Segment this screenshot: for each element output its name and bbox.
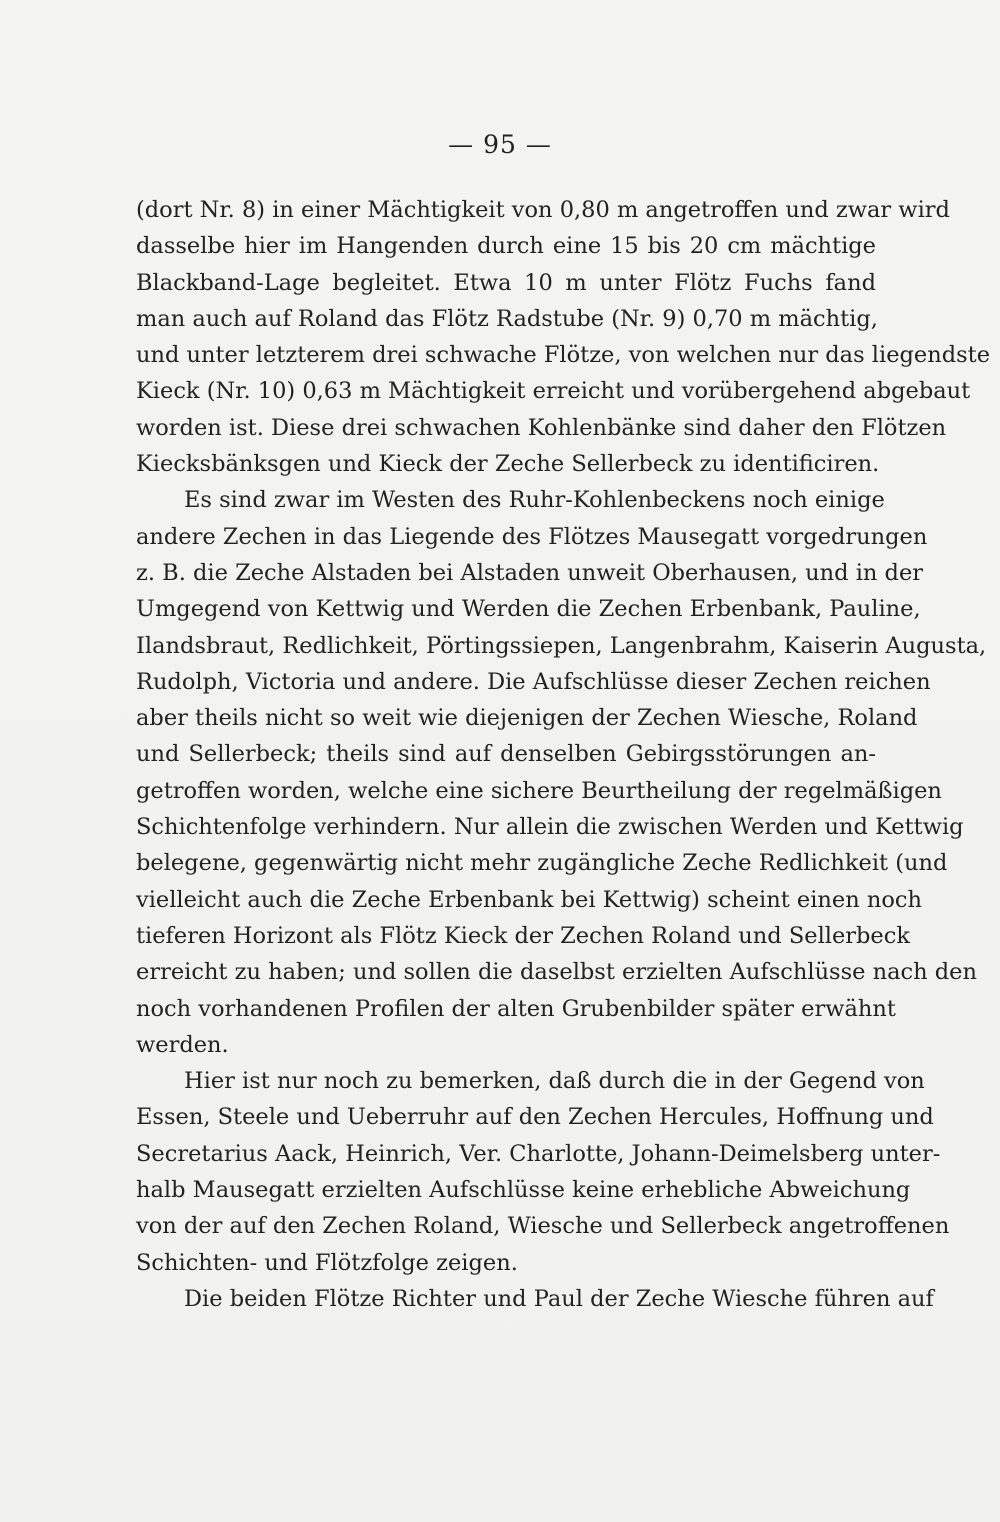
text-line: andere Zechen in das Liegende des Flötzes Mausegatt vorgedrungen (136, 523, 928, 550)
text-line: belegene, gegenwärtig nicht mehr zugängliche Zeche Redlichkeit (und (136, 850, 948, 877)
text-line: halb Mausegatt erzielten Aufschlüsse keine erhebliche Abweichung (136, 1177, 911, 1204)
text-line: (dort Nr. 8) in einer Mächtigkeit von 0,80 m angetroffen und zwar wird (136, 197, 950, 223)
text-line: getroffen worden, welche eine sichere Beurtheilung der regelmäßigen (136, 777, 942, 804)
text-line: Es sind zwar im Westen des Ruhr-Kohlenbeckens noch einige (184, 487, 885, 514)
text-line: Kieck (Nr. 10) 0,63 m Mächtigkeit erreicht und vorübergehend abgebaut (136, 378, 971, 405)
text-line: vielleicht auch die Zeche Erbenbank bei Kettwig) scheint einen noch (136, 886, 923, 913)
page-number: — 95 — (448, 130, 552, 159)
text-line: Hier ist nur noch zu bemerken, daß durch die in der Gegend von (184, 1068, 925, 1095)
body-text (136, 192, 991, 1317)
text-line: Rudolph, Victoria und andere. Die Aufschlüsse dieser Zechen reichen (136, 668, 931, 695)
paragraph (136, 1063, 950, 1281)
text-line: Ilandsbraut, Redlichkeit, Pörtingssiepen, Langenbrahm, Kaiserin Augusta, (136, 632, 987, 659)
paragraph (136, 1281, 934, 1317)
text-line: Kiecksbänksgen und Kieck der Zeche Sellerbeck zu identificiren. (136, 451, 880, 478)
text-line: Blackband-Lage begleitet. Etwa 10 m unter Flötz Fuchs fand (136, 269, 876, 296)
text-line: und Sellerbeck; theils sind auf denselben Gebirgsstörungen an- (136, 741, 876, 768)
text-line: Die beiden Flötze Richter und Paul der Zeche Wiesche führen auf (184, 1285, 934, 1312)
text-line: z. B. die Zeche Alstaden bei Alstaden unweit Oberhausen, und in der (136, 559, 924, 586)
text-line: dasselbe hier im Hangenden durch eine 15 bis 20 cm mächtige (136, 233, 876, 260)
text-line: man auch auf Roland das Flötz Radstube (Nr. 9) 0,70 m mächtig, (136, 305, 878, 332)
text-line: noch vorhandenen Profilen der alten Grubenbilder später erwähnt (136, 995, 896, 1022)
text-line: Schichten- und Flötzfolge zeigen. (136, 1249, 518, 1276)
text-line: Secretarius Aack, Heinrich, Ver. Charlotte, Johann-Deimelsberg unter- (136, 1140, 941, 1167)
text-line: aber theils nicht so weit wie diejenigen der Zechen Wiesche, Roland (136, 705, 918, 732)
text-line: werden. (136, 1031, 229, 1058)
text-line: tieferen Horizont als Flötz Kieck der Zechen Roland und Sellerbeck (136, 922, 910, 949)
text-line: Essen, Steele und Ueberruhr auf den Zechen Hercules, Hoffnung und (136, 1104, 934, 1131)
text-line: Umgegend von Kettwig und Werden die Zechen Erbenbank, Pauline, (136, 596, 921, 623)
text-line: und unter letzterem drei schwache Flötze, von welchen nur das liegendste (136, 342, 991, 369)
text-line: von der auf den Zechen Roland, Wiesche und Sellerbeck angetroffenen (136, 1213, 950, 1240)
paragraph (136, 482, 987, 1063)
text-line: worden ist. Diese drei schwachen Kohlenbänke sind daher den Flötzen (136, 414, 947, 441)
paragraph (136, 192, 991, 482)
text-line: erreicht zu haben; und sollen die daselbst erzielten Aufschlüsse nach den (136, 959, 977, 986)
text-line: Schichtenfolge verhindern. Nur allein die zwischen Werden und Kettwig (136, 814, 964, 841)
